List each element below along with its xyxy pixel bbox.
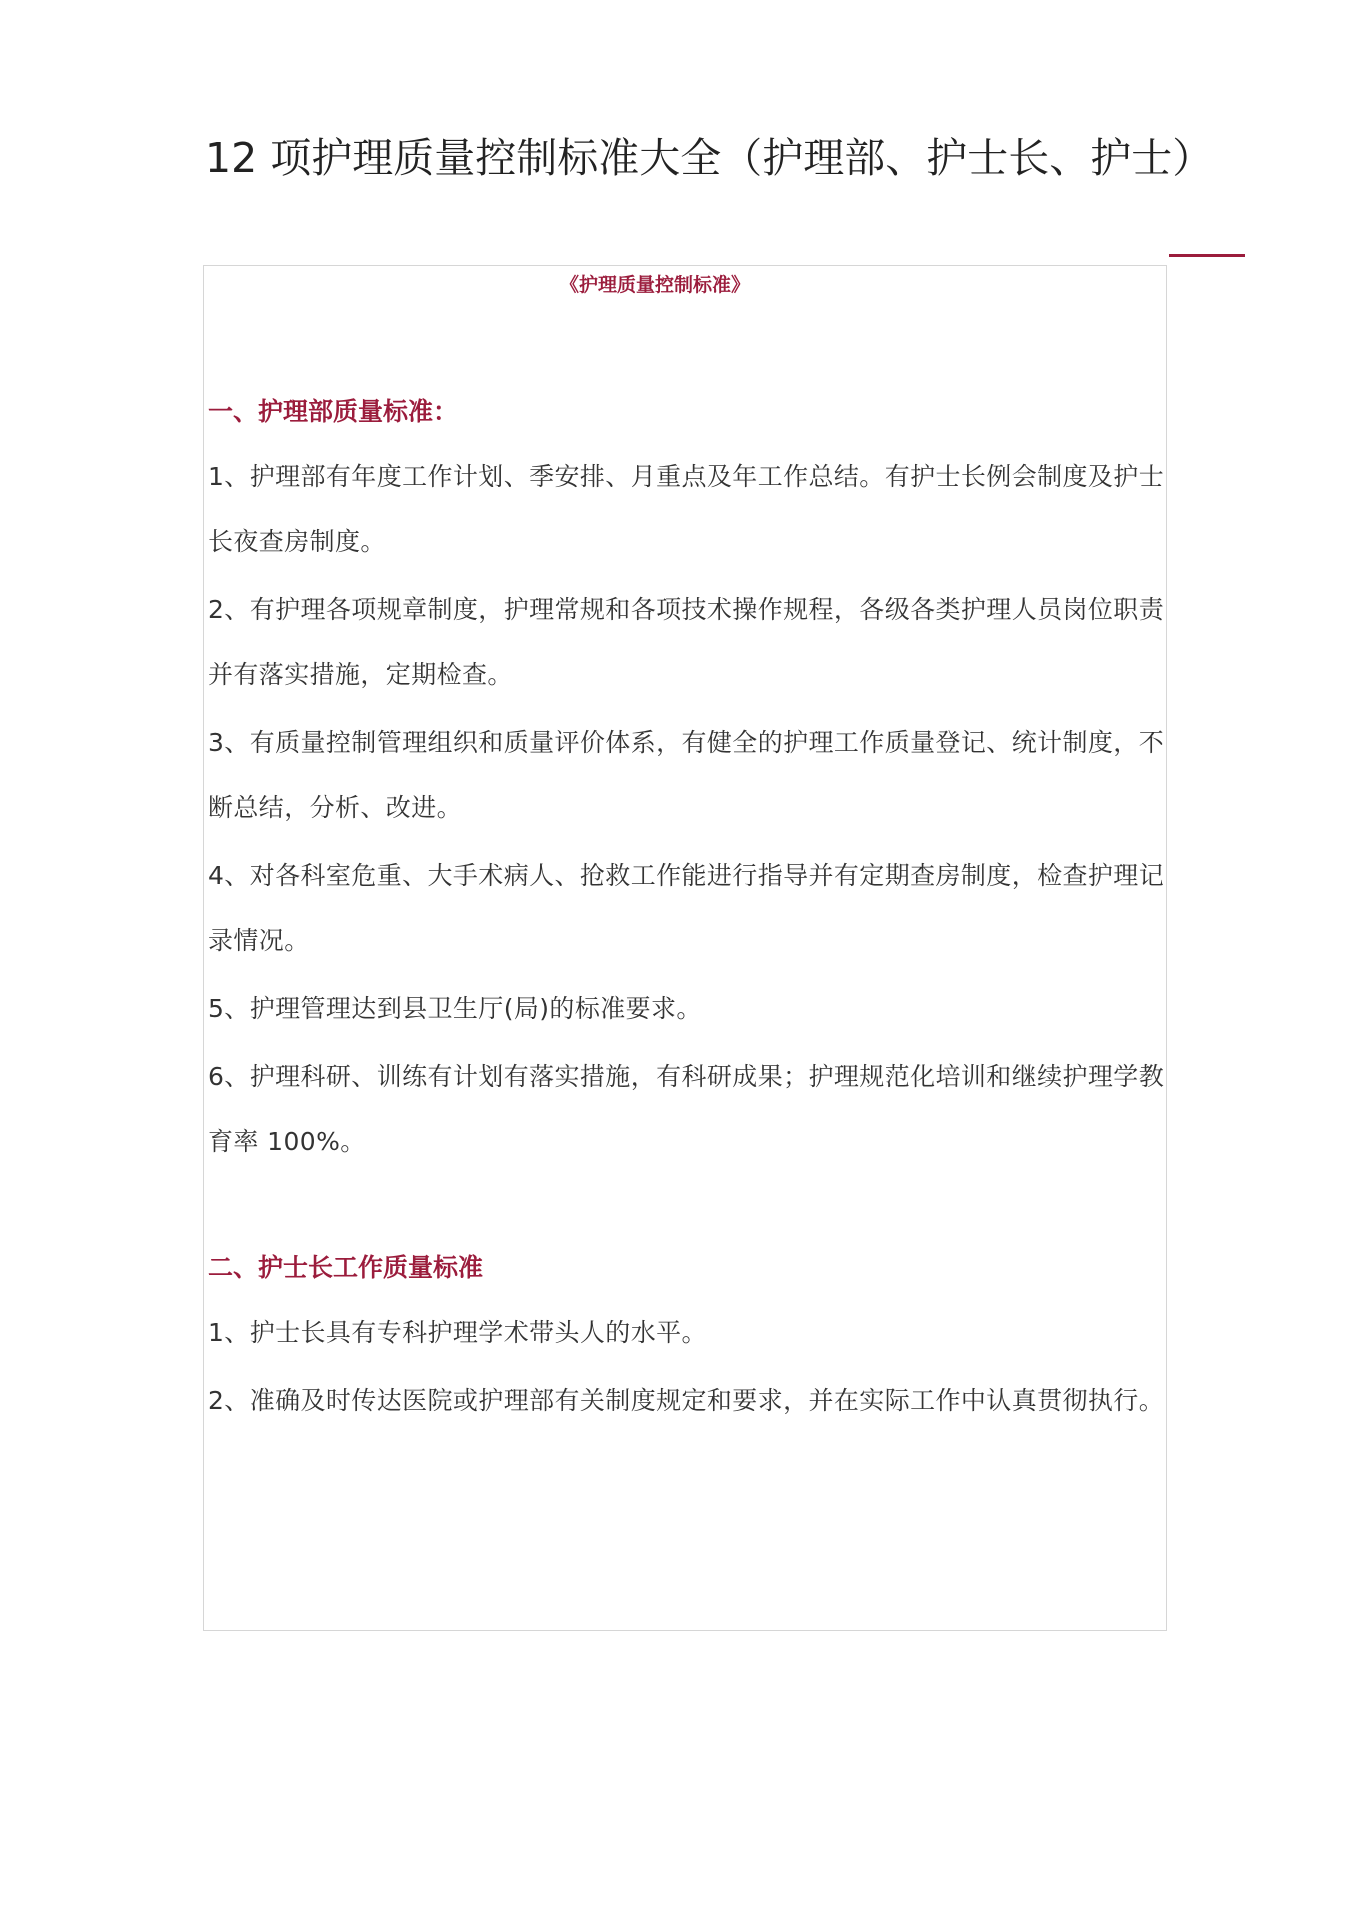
- paragraph: 2、有护理各项规章制度，护理常规和各项技术操作规程，各级各类护理人员岗位职责并有落实措施，定期检查。: [208, 595, 1165, 689]
- section-head-nurse: [208, 1250, 1168, 1436]
- paragraph: 5、护理管理达到县卫生厅(局)的标准要求。: [208, 994, 702, 1023]
- paragraph: 1、护士长具有专科护理学术带头人的水平。: [208, 1318, 707, 1347]
- content-box: [203, 265, 1167, 1631]
- paragraph: 3、有质量控制管理组织和质量评价体系，有健全的护理工作质量登记、统计制度，不断总结，分析、改进。: [208, 728, 1165, 822]
- document-title: 12 项护理质量控制标准大全（护理部、护士长、护士）: [205, 134, 1214, 182]
- accent-divider: [1169, 254, 1245, 257]
- box-title: 《护理质量控制标准》: [559, 274, 750, 296]
- section-nursing-department: [208, 394, 1168, 1177]
- paragraph: 1、护理部有年度工作计划、季安排、月重点及年工作总结。有护士长例会制度及护士长夜查房制度。: [208, 462, 1165, 556]
- paragraph: 2、准确及时传达医院或护理部有关制度规定和要求，并在实际工作中认真贯彻执行。: [208, 1386, 1165, 1415]
- paragraph: 6、护理科研、训练有计划有落实措施，有科研成果；护理规范化培训和继续护理学教育率 100%。: [208, 1062, 1165, 1156]
- paragraph: 4、对各科室危重、大手术病人、抢救工作能进行指导并有定期查房制度，检查护理记录情况。: [208, 861, 1165, 955]
- section-heading: 一、护理部质量标准：: [208, 397, 459, 426]
- section-heading: 二、护士长工作质量标准: [208, 1253, 484, 1282]
